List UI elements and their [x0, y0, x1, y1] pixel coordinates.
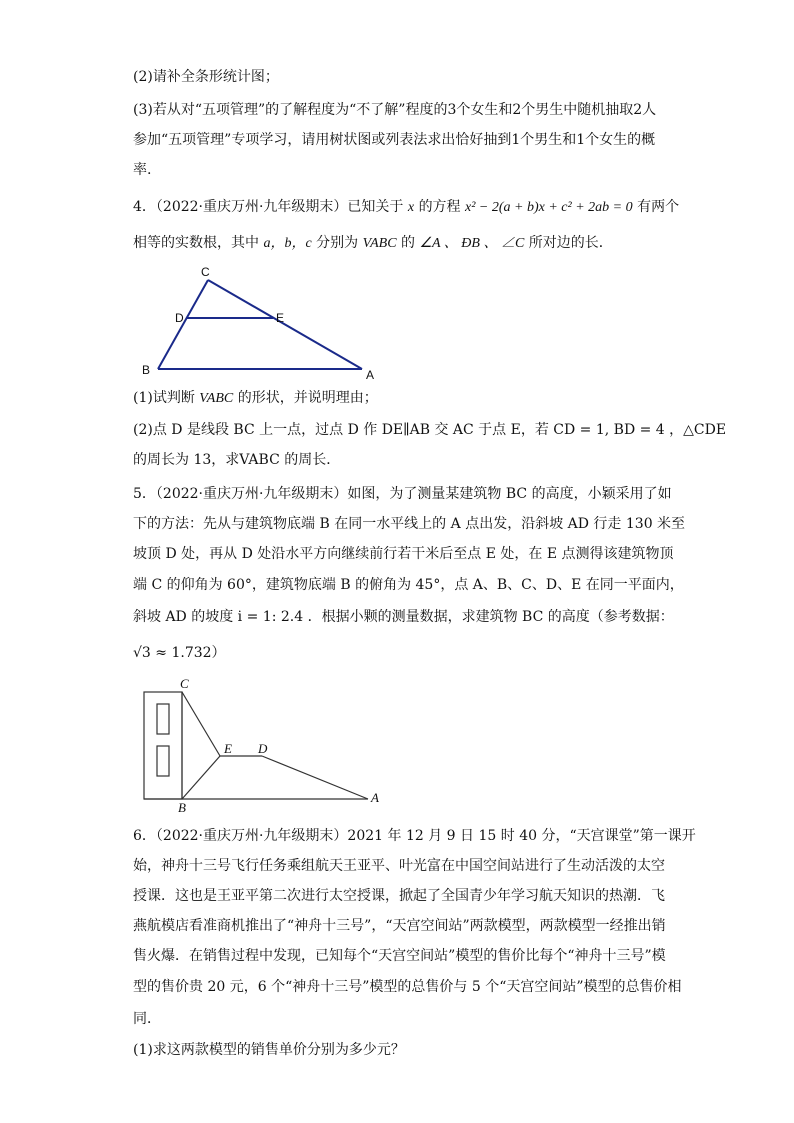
q6-line2: 始，神舟十三号飞行任务乘组航天王亚平、叶光富在中国空间站进行了生动活泼的太空	[133, 858, 665, 874]
q4-side-CA	[208, 280, 362, 369]
q5-line2: 下的方法：先从与建筑物底端 B 在同一水平线上的 A 点出发，沿斜坡 AD 行走 130 米至	[133, 516, 686, 532]
q5-line6: √3 ≈ 1.732）	[133, 645, 226, 661]
q5-slope-DA	[262, 756, 368, 799]
q4-line2-c: 的	[401, 235, 415, 251]
q5-label-B: B	[178, 800, 186, 814]
q4-line1-mid: 的方程	[418, 199, 461, 215]
q4-part1-a: (1)试判断	[133, 390, 195, 406]
q4-label-B: B	[142, 363, 151, 377]
q5-line-EC	[182, 692, 220, 756]
q4-label-D: D	[175, 311, 184, 325]
q6-line4: 燕航模店看准商机推出了“神舟十三号”，“天宫空间站”两款模型，两款模型一经推出销	[133, 918, 666, 934]
q5-label-D: D	[258, 741, 268, 756]
q6-line1: 6．（2022·重庆万州·九年级期末）2021 年 12 月 9 日 15 时 40 分，“天宫课堂”第一课开	[133, 828, 696, 844]
q5-line-EB	[182, 756, 220, 799]
q4-part1	[133, 388, 378, 409]
q4-line2-b: 分别为	[316, 235, 359, 251]
q4-line2-d: 所对边的长．	[528, 235, 613, 251]
q4-line2-vars: a，b，c	[263, 236, 312, 251]
q6-line5: 售火爆．在销售过程中发现，已知每个“天宫空间站”模型的售价比每个“神舟十三号”模	[133, 948, 666, 964]
q4-line1	[133, 197, 679, 218]
q5-label-A: A	[371, 790, 379, 805]
q4-line1-prefix: 4．（2022·重庆万州·九年级期末）已知关于	[133, 199, 404, 215]
q4-part2-line1: (2)点 D 是线段 BC 上一点，过点 D 作 DE∥AB 交 AC 于点 E，若 CD = 1, BD = 4 ，△CDE	[133, 422, 727, 438]
q5-window-lower	[157, 746, 169, 776]
q4-triangle-figure	[140, 262, 380, 384]
q5-line1: 5．（2022·重庆万州·九年级期末）如图，为了测量某建筑物 BC 的高度，小颖采用了如	[133, 486, 672, 502]
q4-part1-triangle: VABC	[199, 391, 234, 406]
q4-line2-angles: ∠A 、 ÐB 、 ∠C	[419, 236, 525, 251]
q6-line3: 授课．这也是王亚平第二次进行太空授课，掀起了全国青少年学习航天知识的热潮．飞	[133, 888, 665, 904]
q5-line4: 端 C 的仰角为 60°，建筑物底端 B 的俯角为 45°，点 A、B、C、D、E 在同一平面内，	[133, 577, 684, 593]
q5-label-E: E	[224, 741, 232, 756]
q4-line2	[133, 233, 613, 254]
q3-part3-line3: 率.	[133, 162, 152, 178]
q6-line7: 同．	[133, 1011, 161, 1027]
q6-line6: 型的售价贵 20 元，6 个“神舟十三号”模型的总售价与 5 个“天宫空间站”模型的总售价相	[133, 979, 682, 995]
q4-label-C: C	[201, 265, 210, 279]
q3-part2: (2)请补全条形统计图；	[133, 69, 279, 85]
q5-line5: 斜坡 AD 的坡度 i = 1: 2.4 ．根据小颗的测量数据，求建筑物 BC 的高度（参考数据：	[133, 609, 674, 625]
q5-label-C: C	[180, 676, 189, 691]
q5-building-figure	[138, 674, 388, 814]
q4-var-x: x	[407, 200, 415, 215]
q4-line1-suffix: 有两个	[637, 199, 680, 215]
q6-part1: (1)求这两款模型的销售单价分别为多少元？	[133, 1042, 405, 1058]
q3-part3-line1: (3)若从对“五项管理”的了解程度为“不了解”程度的3个女生和2个男生中随机抽取2人	[133, 102, 657, 118]
q4-line2-triangle: VABC	[362, 236, 397, 251]
q4-label-E: E	[276, 311, 285, 325]
q4-label-A: A	[366, 368, 375, 382]
q4-part1-b: 的形状，并说明理由；	[237, 390, 378, 406]
q4-line2-a: 相等的实数根，其中	[133, 235, 259, 251]
q3-part3-line2: 参加“五项管理”专项学习，请用树状图或列表法求出恰好抽到1个男生和1个女生的概	[133, 132, 656, 148]
q4-part2-line2: 的周长为 13，求VABC 的周长．	[133, 452, 341, 468]
q5-window-upper	[157, 704, 169, 734]
q4-equation: x² − 2(a + b)x + c² + 2ab = 0	[465, 200, 633, 215]
q5-line3: 坡顶 D 处，再从 D 处沿水平方向继续前行若干米后至点 E 处，在 E 点测得该建筑物顶	[133, 546, 674, 562]
